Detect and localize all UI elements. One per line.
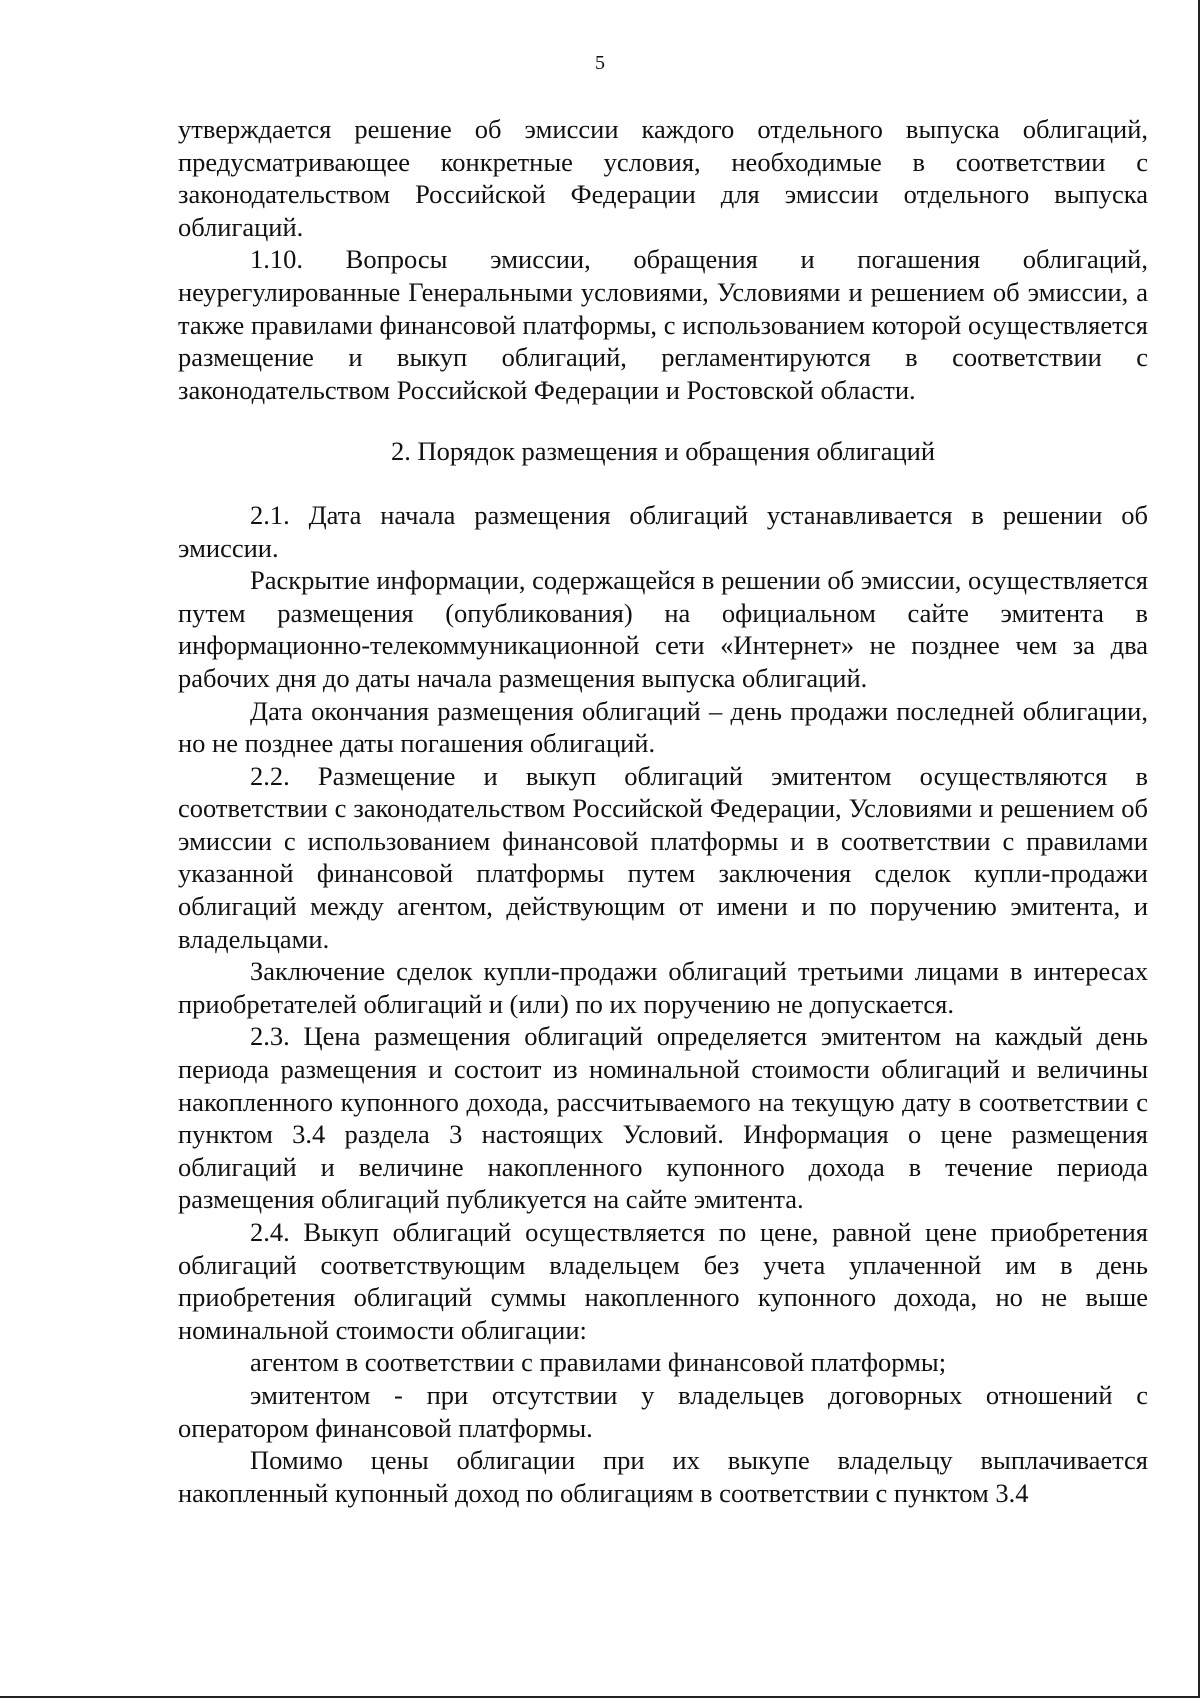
document-body bbox=[178, 113, 1148, 1509]
paragraph: 2.3. Цена размещения облигаций определяется эмитентом на каждый день периода размещения и состоит из номинальной стоимости облигаций и величины накопленного купонного дохода, рассчитываемого на текущую дату в соответствии с пунктом 3.4 раздела 3 настоящих Условий. Информация о цене размещения облигаций и величине накопленного купонного дохода в течение периода размещения облигаций публикуется на сайте эмитента. bbox=[178, 1021, 1148, 1215]
paragraph: Помимо цены облигации при их выкупе владельцу выплачивается накопленный купонный доход по облигациям в соответствии с пунктом 3.4 bbox=[178, 1445, 1148, 1508]
paragraph: 2.4. Выкуп облигаций осуществляется по цене, равной цене приобретения облигаций соответствующим владельцем без учета уплаченной им в день приобретения облигаций суммы накопленного купонного дохода, но не выше номинальной стоимости облигации: bbox=[178, 1217, 1148, 1345]
paragraph: 2.1. Дата начала размещения облигаций устанавливается в решении об эмиссии. bbox=[178, 499, 1148, 563]
paragraph: Дата окончания размещения облигаций – день продажи последней облигации, но не позднее даты погашения облигаций. bbox=[178, 695, 1148, 759]
paragraph: эмитентом - при отсутствии у владельцев договорных отношений с оператором финансовой платформы. bbox=[178, 1379, 1148, 1443]
page-number: 5 bbox=[595, 52, 605, 74]
paragraph: агентом в соответствии с правилами финансовой платформы; bbox=[250, 1347, 947, 1378]
paragraph: Раскрытие информации, содержащейся в решении об эмиссии, осуществляется путем размещения (опубликования) на официальном сайте эмитента в информационно-телекоммуникационной сети «Интернет» не позднее чем за два рабочих дня до даты начала размещения выпуска облигаций. bbox=[178, 565, 1148, 693]
section-heading: 2. Порядок размещения и обращения облигаций bbox=[390, 436, 936, 467]
paragraph: Заключение сделок купли-продажи облигаций третьими лицами в интересах приобретателей облигаций и (или) по их поручению не допускается. bbox=[178, 956, 1148, 1019]
paragraph: утверждается решение об эмиссии каждого отдельного выпуска облигаций, предусматривающее конкретные условия, необходимые в соответствии с законодательством Российской Федерации для эмиссии отдельного выпуска облигаций. bbox=[178, 114, 1148, 242]
paragraph: 1.10. Вопросы эмиссии, обращения и погашения облигаций, неурегулированные Генеральными условиями, Условиями и решением об эмиссии, а также правилами финансовой платформы, с использованием которой осуществляется размещение и выкуп облигаций, регламентируются в соответствии с законодательством Российской Федерации и Ростовской области. bbox=[178, 244, 1148, 405]
paragraph: 2.2. Размещение и выкуп облигаций эмитентом осуществляются в соответствии с законодательством Российской Федерации, Условиями и решением об эмиссии с использованием финансовой платформы и в соответствии с правилами указанной финансовой платформы путем заключения сделок купли-продажи облигаций между агентом, действующим от имени и по поручению эмитента, и владельцами. bbox=[178, 760, 1148, 954]
